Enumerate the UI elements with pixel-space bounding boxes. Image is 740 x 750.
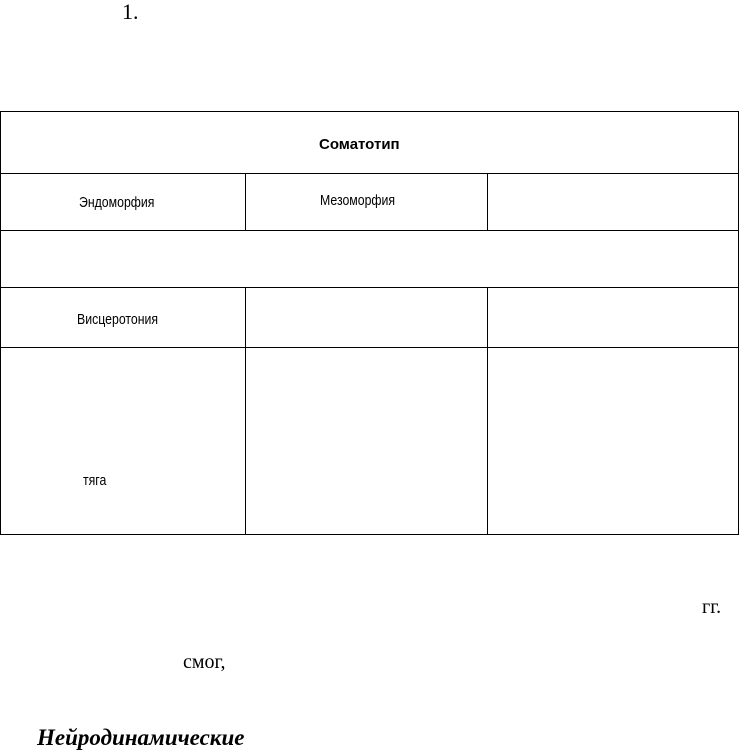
section-heading: Нейродинамические	[37, 725, 245, 750]
table-cell	[79, 194, 171, 212]
cell-viscerotonia: Висцеротония	[77, 311, 159, 328]
table-cell	[320, 192, 412, 210]
table-rule	[1, 287, 738, 288]
table-cell	[83, 472, 111, 490]
table-rule	[245, 173, 246, 230]
table-rule	[1, 173, 738, 174]
table-rule	[1, 347, 738, 348]
cell-mesomorphy: Мезоморфия	[320, 192, 396, 209]
table-rule	[487, 173, 488, 230]
table-rule	[1, 230, 738, 231]
list-number: 1.	[122, 0, 139, 24]
table-rule	[487, 287, 488, 535]
cell-tyaga: тяга	[83, 472, 107, 489]
text-fragment-abbrev: гг.	[702, 596, 722, 618]
table-header: Соматотип	[319, 136, 400, 153]
cell-endomorphy: Эндоморфия	[79, 194, 155, 211]
somatotype-table	[0, 111, 739, 535]
table-rule	[245, 287, 246, 535]
table-cell	[77, 311, 176, 329]
text-fragment-word: смог,	[183, 651, 226, 673]
